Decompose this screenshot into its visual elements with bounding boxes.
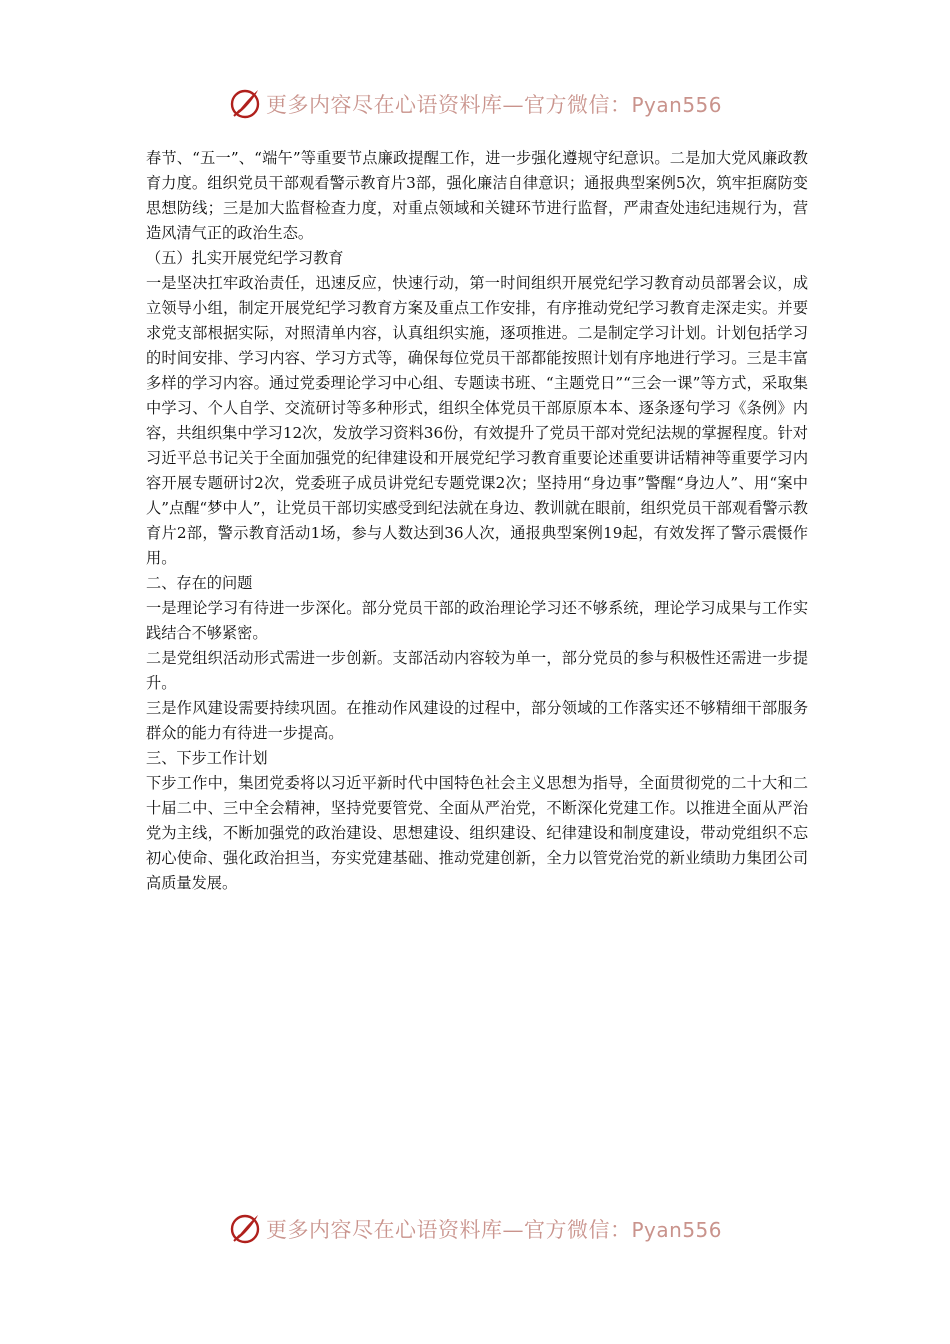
- header-banner: [0, 84, 950, 124]
- banner-text: [266, 89, 722, 119]
- banner-text-cn: 更多内容尽在心语资料库—官方微信：: [265, 93, 632, 117]
- document-body: [146, 146, 808, 896]
- section-heading: （五）扎实开展党纪学习教育: [146, 249, 344, 267]
- banner-wechat-id: Pyan556: [631, 1218, 722, 1242]
- quill-logo-icon: [228, 87, 262, 121]
- paragraph: 二是党组织活动形式需进一步创新。支部活动内容较为单一，部分党员的参与积极性还需进一步提升。: [146, 649, 808, 692]
- banner-text: [266, 1214, 722, 1244]
- banner-wechat-id: Pyan556: [631, 93, 722, 117]
- footer-banner: [0, 1209, 950, 1249]
- paragraph: 一是理论学习有待进一步深化。部分党员干部的政治理论学习还不够系统，理论学习成果与工作实践结合不够紧密。: [146, 599, 808, 642]
- paragraph: 春节、“五一”、“端午”等重要节点廉政提醒工作，进一步强化遵规守纪意识。二是加大党风廉政教育力度。组织党员干部观看警示教育片3部，强化廉洁自律意识；通报典型案例5次，筑牢拒腐防变思想防线；三是加大监督检查力度，对重点领域和关键环节进行监督，严肃查处违纪违规行为，营造风清气正的政治生态。: [146, 149, 808, 242]
- banner-text-cn: 更多内容尽在心语资料库—官方微信：: [265, 1218, 632, 1242]
- paragraph: 三是作风建设需要持续巩固。在推动作风建设的过程中，部分领域的工作落实还不够精细干部服务群众的能力有待进一步提高。: [146, 699, 808, 742]
- section-heading: 二、存在的问题: [146, 574, 253, 592]
- quill-logo-icon: [228, 1212, 262, 1246]
- section-heading: 三、下步工作计划: [146, 749, 268, 767]
- paragraph: 一是坚决扛牢政治责任，迅速反应，快速行动，第一时间组织开展党纪学习教育动员部署会议，成立领导小组，制定开展党纪学习教育方案及重点工作安排，有序推动党纪学习教育走深走实。并要求党支部根据实际，对照清单内容，认真组织实施，逐项推进。二是制定学习计划。计划包括学习的时间安排、学习内容、学习方式等，确保每位党员干部都能按照计划有序地进行学习。三是丰富多样的学习内容。通过党委理论学习中心组、专题读书班、“主题党日”“三会一课”等方式，采取集中学习、个人自学、交流研讨等多种形式，组织全体党员干部原原本本、逐条逐句学习《条例》内容，共组织集中学习12次，发放学习资料36份，有效提升了党员干部对党纪法规的掌握程度。针对习近平总书记关于全面加强党的纪律建设和开展党纪学习教育重要论述重要讲话精神等重要学习内容开展专题研讨2次，党委班子成员讲党纪专题党课2次；坚持用“身边事”警醒“身边人”、用“案中人”点醒“梦中人”，让党员干部切实感受到纪法就在身边、教训就在眼前，组织党员干部观看警示教育片2部，警示教育活动1场，参与人数达到36人次，通报典型案例19起，有效发挥了警示震慑作用。: [146, 274, 808, 567]
- paragraph: 下步工作中，集团党委将以习近平新时代中国特色社会主义思想为指导，全面贯彻党的二十大和二十届二中、三中全会精神，坚持党要管党、全面从严治党，不断深化党建工作。以推进全面从严治党为主线，不断加强党的政治建设、思想建设、组织建设、纪律建设和制度建设，带动党组织不忘初心使命、强化政治担当，夯实党建基础、推动党建创新，全力以管党治党的新业绩助力集团公司高质量发展。: [146, 774, 808, 892]
